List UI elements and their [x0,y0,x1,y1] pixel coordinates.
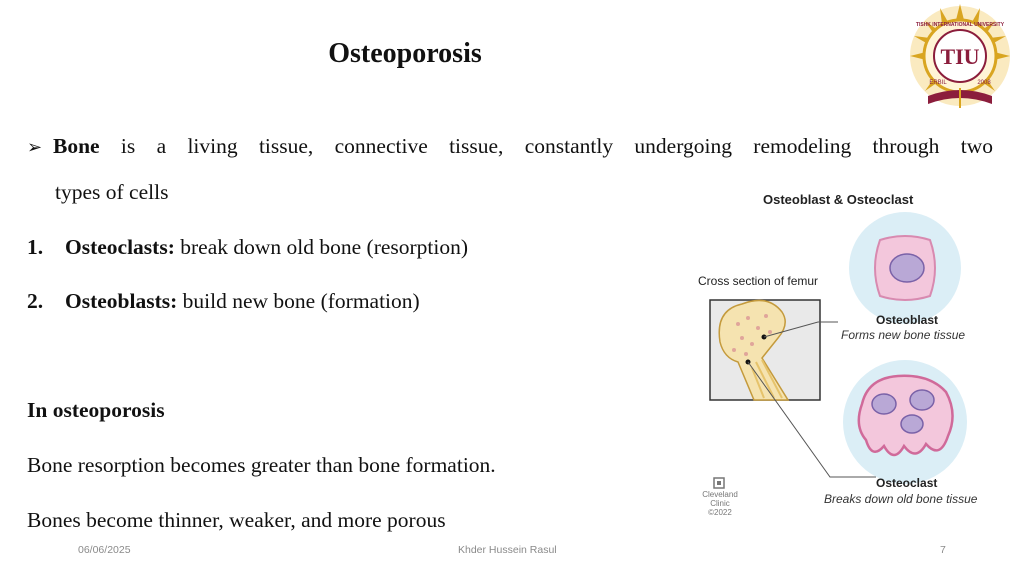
list-term: Osteoclasts: [65,235,175,259]
osteoblast-label: Osteoblast [876,313,939,327]
body-line: Bones become thinner, weaker, and more porous [27,508,446,532]
list-number: 1. [27,235,44,259]
section-heading: In osteoporosis [27,398,165,422]
credit-year: ©2022 [708,508,732,517]
credit-line: Clinic [710,499,730,508]
osteoblast-desc: Forms new bone tissue [841,328,966,342]
figure-illustration [690,182,1000,522]
bullet-text: is a living tissue, connective tissue, constantly undergoing remodeling through two [99,134,993,158]
logo-university-name: TISHK INTERNATIONAL UNIVERSITY [915,22,1005,28]
list-term: Osteoblasts: [65,289,178,313]
osteoblast-osteoclast-figure [690,182,1000,522]
logo-city: ERBIL [929,80,947,86]
page-number: 7 [940,544,946,556]
list-item [27,291,420,313]
footer-author: Khder Hussein Rasul [458,544,557,556]
footer-date: 06/06/2025 [78,544,131,556]
figure-title: Osteoblast & Osteoclast [763,192,914,207]
bullet-bold-term: Bone [53,134,100,158]
slide-title: Osteoporosis [328,38,482,69]
body-line: Bone resorption becomes greater than bone formation. [27,453,496,477]
credit-line: Cleveland [702,490,738,499]
university-logo [898,4,1022,112]
femur-label: Cross section of femur [698,274,819,288]
list-item [27,237,468,259]
osteoclast-label: Osteoclast [876,476,938,490]
bullet-paragraph [27,136,993,158]
osteoclast-desc: Breaks down old bone tissue [824,492,978,506]
list-number: 2. [27,289,44,313]
osteoblast-cell-icon [849,212,961,324]
osteoclast-cell-icon [843,360,967,484]
cleveland-clinic-logo-icon [714,478,724,488]
logo-year: 2008 [977,80,991,86]
bullet-continuation: types of cells [55,180,169,204]
figure-credit [702,490,738,517]
list-desc: build new bone (formation) [177,289,420,313]
logo-initials: TIU [940,44,980,69]
list-desc: break down old bone (resorption) [174,235,469,259]
arrow-bullet-icon: ➢ [27,137,43,157]
